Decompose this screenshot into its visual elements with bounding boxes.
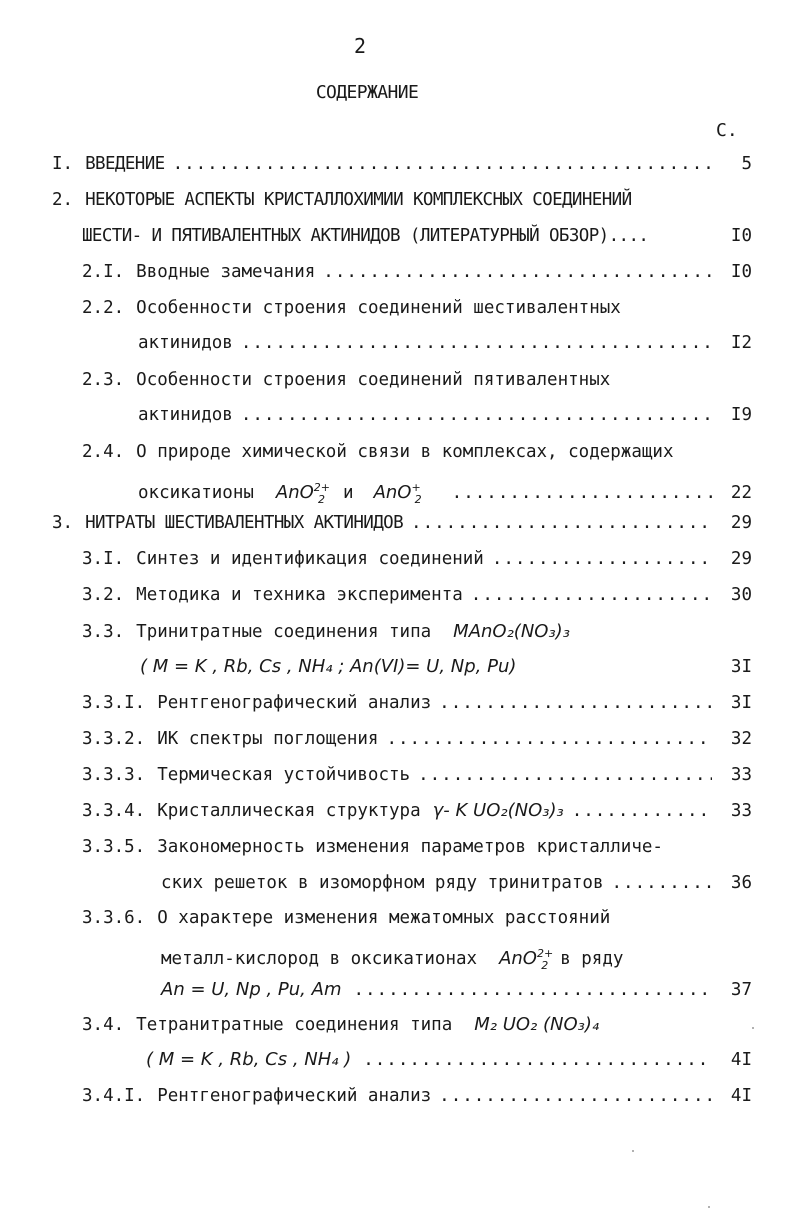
toc-entry-2-2-line1 <box>82 296 752 320</box>
toc-entry-number: 3.2. <box>82 585 125 605</box>
formula-handwritten: AnO$^{2+}_2$ <box>499 947 554 972</box>
toc-entry-number: 3.3.2. <box>82 729 146 749</box>
toc-entry-3-1 <box>82 547 752 571</box>
toc-page-number: 29 <box>730 549 752 569</box>
toc-leader-dots <box>471 583 712 607</box>
toc-entry-3-3-line2 <box>140 655 752 679</box>
formula-handwritten: ( M = K , Rb, Cs , NH₄ ) <box>146 1049 352 1070</box>
toc-leader-dots <box>353 978 712 1002</box>
toc-entry-number: 3.3.5. <box>82 837 146 857</box>
toc-entry-3-3-6-line2 <box>161 942 752 972</box>
toc-entry-chapter-3 <box>52 511 752 535</box>
toc-entry-number: 3.4.I. <box>82 1086 146 1106</box>
toc-page-number: 3I <box>730 693 752 713</box>
formula-handwritten: γ- K UO₂(NO₃)₃ <box>432 800 564 821</box>
toc-leader-dots <box>241 403 712 427</box>
toc-page-number: 36 <box>730 873 752 893</box>
formula-handwritten: An = U, Np , Pu, Am <box>161 979 342 1000</box>
toc-entry-number: 2.3. <box>82 370 125 390</box>
toc-entry-text: Рентгенографический анализ <box>157 693 432 713</box>
toc-entry-text: Тетранитратные соединения типа <box>136 1015 453 1035</box>
toc-page-number: 37 <box>730 980 752 1000</box>
toc-entry-2-3-line1 <box>82 368 752 392</box>
toc-entry-3-4-1 <box>82 1084 752 1108</box>
toc-leader-dots <box>363 1048 712 1072</box>
toc-entry-text: актинидов <box>138 405 233 425</box>
scan-speck <box>632 1150 634 1152</box>
toc-entry-3-4-line1 <box>82 1013 752 1037</box>
toc-entry-introduction <box>52 152 752 176</box>
toc-entry-chapter-2-line2 <box>82 224 752 248</box>
toc-leader-dots <box>418 763 712 787</box>
toc-entry-2-4-line1 <box>82 440 752 464</box>
scan-speck <box>708 1206 710 1208</box>
toc-entry-2-3-line2 <box>138 403 752 427</box>
toc-entry-text: ских решеток в изоморфном ряду тринитратов <box>161 873 604 893</box>
toc-page-number: 33 <box>730 801 752 821</box>
toc-entry-2-4-line2 <box>138 476 752 506</box>
toc-leader-dots <box>241 331 712 355</box>
toc-entry-text: НИТРАТЫ ШЕСТИВАЛЕНТНЫХ АКТИНИДОВ <box>85 513 404 533</box>
toc-entry-chapter-2-line1 <box>52 188 752 212</box>
toc-page-number: 3I <box>730 657 752 677</box>
toc-entry-text: и <box>343 483 354 503</box>
toc-page-number: 4I <box>730 1086 752 1106</box>
toc-page-number: 5 <box>741 154 752 174</box>
toc-entry-text: Методика и техника эксперимента <box>136 585 463 605</box>
toc-entry-3-4-line2 <box>146 1048 752 1072</box>
toc-entry-3-3-1 <box>82 691 752 715</box>
toc-entry-text: Особенности строения соединений пятивалентных <box>136 370 611 390</box>
toc-entry-text: Кристаллическая структура <box>157 801 421 821</box>
toc-entry-number: 3.3.4. <box>82 801 146 821</box>
toc-entry-text: ИК спектры поглощения <box>157 729 379 749</box>
toc-page-number: 29 <box>730 513 752 533</box>
toc-entry-text: актинидов <box>138 333 233 353</box>
toc-entry-text: металл-кислород в оксикатионах <box>161 949 478 969</box>
formula-handwritten: AnO$^{2+}_2$ <box>275 481 331 506</box>
toc-entry-text: Синтез и идентификация соединений <box>136 549 484 569</box>
toc-entry-3-3-6-line3 <box>161 978 752 1002</box>
toc-entry-text: О характере изменения межатомных расстояний <box>157 908 611 928</box>
toc-leader-dots <box>323 260 712 284</box>
toc-leader-dots <box>612 871 712 895</box>
toc-page-number: I9 <box>730 405 752 425</box>
toc-entry-text: НЕКОТОРЫЕ АСПЕКТЫ КРИСТАЛЛОХИМИИ КОМПЛЕКСНЫХ СОЕДИНЕНИЙ <box>85 190 632 210</box>
formula-handwritten: M₂ UO₂ (NO₃)₄ <box>474 1014 600 1035</box>
toc-entry-text: Термическая устойчивость <box>157 765 411 785</box>
toc-entry-3-3-3 <box>82 763 752 787</box>
toc-entry-number: 2. <box>52 190 74 210</box>
toc-entry-2-1 <box>82 260 752 284</box>
toc-entry-text: Вводные замечания <box>136 262 316 282</box>
page-number: 2 <box>353 34 367 58</box>
toc-leader-dots <box>452 481 712 505</box>
toc-entry-number: 2.I. <box>82 262 125 282</box>
toc-entry-3-3-5-line2 <box>161 871 752 895</box>
toc-entry-text: Тринитратные соединения типа <box>136 622 432 642</box>
toc-entry-number: I. <box>52 154 74 174</box>
toc-entry-number: 2.4. <box>82 442 125 462</box>
formula-handwritten: AnO+$_2$ <box>373 481 422 506</box>
toc-entry-text: оксикатионы <box>138 483 254 503</box>
toc-leader-dots <box>173 152 712 176</box>
toc-entry-number: 3.I. <box>82 549 125 569</box>
toc-entry-3-3-4 <box>82 799 752 823</box>
toc-entry-3-2 <box>82 583 752 607</box>
toc-page-number: 30 <box>730 585 752 605</box>
toc-entry-text: Закономерность изменения параметров кристалличе- <box>157 837 663 857</box>
toc-entry-3-3-line1 <box>82 620 752 644</box>
toc-page-number: 22 <box>730 483 752 503</box>
toc-leader-dots <box>386 727 712 751</box>
toc-leader-dots <box>572 799 712 823</box>
toc-entry-2-2-line2 <box>138 331 752 355</box>
toc-entry-number: 2.2. <box>82 298 125 318</box>
toc-entry-number: 3.4. <box>82 1015 125 1035</box>
toc-leader-dots <box>492 547 712 571</box>
toc-page-number: I0 <box>730 262 752 282</box>
toc-page-number: 32 <box>730 729 752 749</box>
toc-entry-number: 3.3.I. <box>82 693 146 713</box>
toc-entry-text: ШЕСТИ- И ПЯТИВАЛЕНТНЫХ АКТИНИДОВ (ЛИТЕРАТУРНЫЙ ОБЗОР).... <box>82 226 649 246</box>
toc-entry-number: 3.3.3. <box>82 765 146 785</box>
toc-entry-text: ВВЕДЕНИЕ <box>85 154 165 174</box>
toc-entry-text: Особенности строения соединений шестивалентных <box>136 298 621 318</box>
formula-handwritten: ( M = K , Rb, Cs , NH₄ ; An(VI)= U, Np, Pu) <box>140 656 517 677</box>
page-column-label: С. <box>716 120 738 141</box>
formula-handwritten: MAnO₂(NO₃)₃ <box>453 621 570 642</box>
toc-entry-text: в ряду <box>560 949 624 969</box>
toc-leader-dots <box>439 691 712 715</box>
toc-entry-number: 3.3.6. <box>82 908 146 928</box>
toc-entry-3-3-6-line1 <box>82 906 752 930</box>
page-title: СОДЕРЖАНИЕ <box>315 82 419 103</box>
toc-leader-dots <box>411 511 712 535</box>
toc-page-number: 4I <box>730 1050 752 1070</box>
toc-page-number: 33 <box>730 765 752 785</box>
toc-entry-3-3-5-line1 <box>82 835 752 859</box>
toc-entry-number: 3. <box>52 513 74 533</box>
toc-entry-text: О природе химической связи в комплексах, содержащих <box>136 442 674 462</box>
toc-entry-3-3-2 <box>82 727 752 751</box>
toc-leader-dots <box>439 1084 712 1108</box>
toc-entry-number: 3.3. <box>82 622 125 642</box>
toc-page-number: I0 <box>730 226 752 246</box>
toc-page-number: I2 <box>730 333 752 353</box>
toc-entry-text: Рентгенографический анализ <box>157 1086 432 1106</box>
scan-speck <box>752 1027 754 1029</box>
